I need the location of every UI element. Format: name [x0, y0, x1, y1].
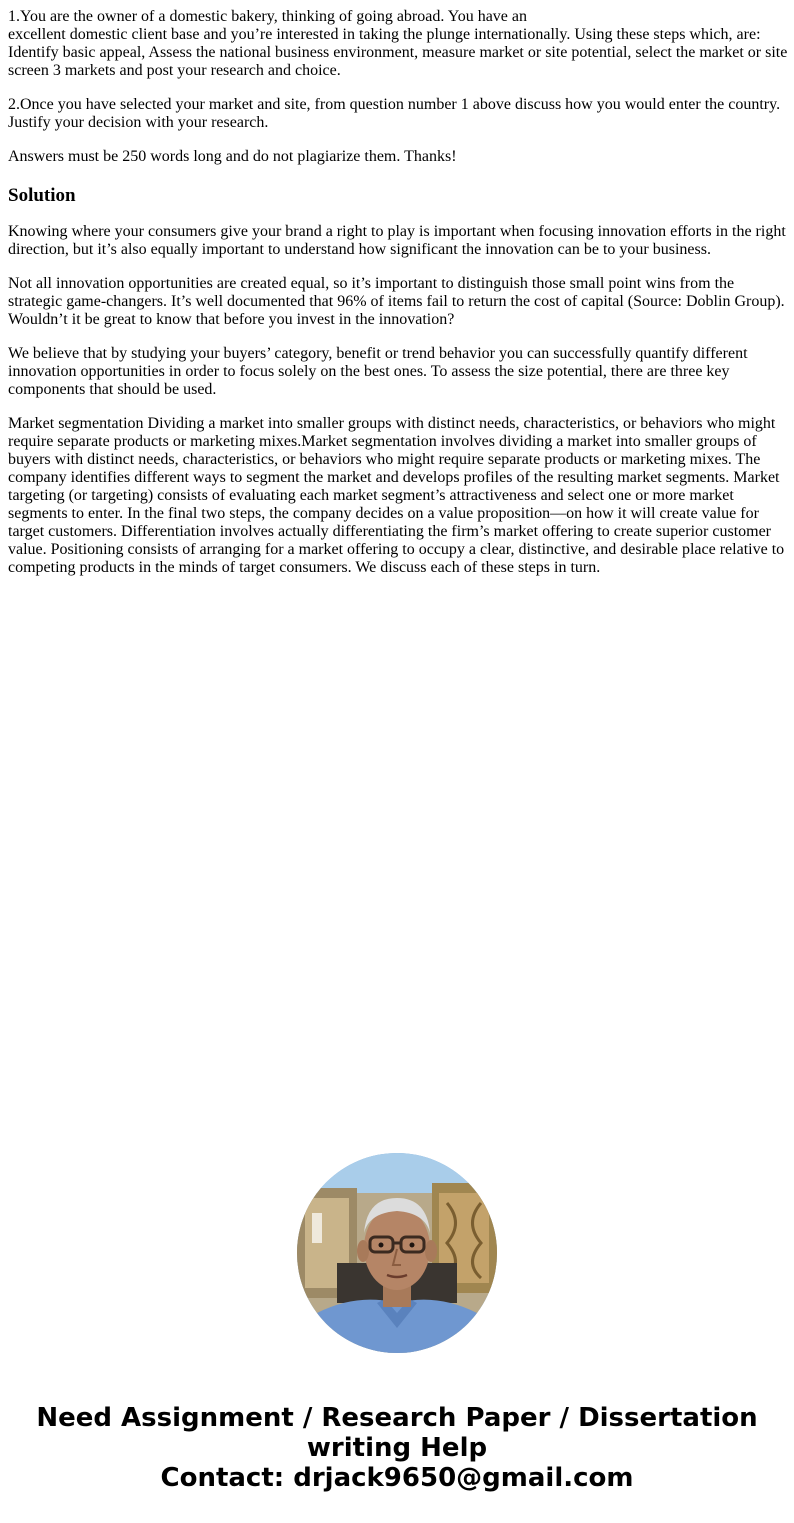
author-portrait-image [297, 1153, 497, 1353]
solution-paragraph-2: Not all innovation opportunities are created equal, so it’s important to distinguish those small point wins from the strategic game-changers. It’s well documented that 96% of items fail to return the cost of capital (Source: Doblin Group). Wouldn’t it be great to know that before you invest in the innovation? [8, 275, 785, 328]
contact-email: Contact: drjack9650@gmail.com [160, 1463, 634, 1493]
question-1-body: excellent domestic client base and you’re interested in taking the plunge internationally. Using these steps which, are: Identify basic appeal, Assess the national business environment, measure market or site potential, select the market or site screen 3 markets and post your research and choice. [8, 26, 788, 79]
document-content [8, 8, 788, 593]
solution-paragraph-1: Knowing where your consumers give your brand a right to play is important when focusing innovation efforts in the right direction, but it’s also equally important to understand how significant the innovation can be to your business. [8, 223, 786, 258]
solution-heading: Solution [8, 185, 76, 206]
question-2: 2.Once you have selected your market and site, from question number 1 above discuss how you would enter the country. Justify your decision with your research. [8, 96, 781, 131]
solution-paragraph-4: Market segmentation Dividing a market into smaller groups with distinct needs, characteristics, or behaviors who might require separate products or marketing mixes.Market segmentation involves dividing a market into smaller groups of buyers with distinct needs, characteristics, or behaviors who might require separate products or marketing mixes. The company identifies different ways to segment the market and develops profiles of the resulting market segments. Market targeting (or targeting) consists of evaluating each market segment’s attractiveness and select one or more market segments to enter. In the final two steps, the company decides on a value proposition—on how it will create value for target customers. Differentiation involves actually differentiating the firm’s market offering to create superior customer value. Positioning consists of arranging for a market offering to occupy a clear, distinctive, and desirable place relative to competing products in the minds of target consumers. We discuss each of these steps in turn. [8, 415, 785, 576]
question-1 [8, 8, 788, 80]
word-count-note: Answers must be 250 words long and do not plagiarize them. Thanks! [8, 148, 457, 165]
author-avatar [297, 1153, 497, 1353]
question-1-first-line: 1.You are the owner of a domestic bakery, thinking of going abroad. You have an [8, 8, 528, 25]
help-contact-banner [0, 1403, 794, 1493]
solution-paragraph-3: We believe that by studying your buyers’ category, benefit or trend behavior you can successfully quantify different innovation opportunities in order to focus solely on the best ones. To assess the size potential, there are three key components that should be used. [8, 345, 748, 398]
banner-line-1: Need Assignment / Research Paper / Dissertation [36, 1403, 758, 1433]
banner-line-2: writing Help [306, 1433, 488, 1463]
